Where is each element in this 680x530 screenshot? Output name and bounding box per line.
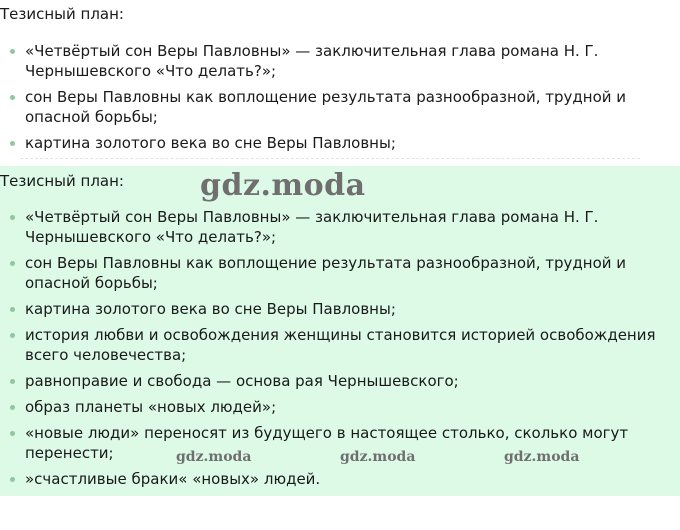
list-item-text: «новые люди» переносят из будущего в настоящее столько, сколько могут перенести;: [25, 424, 629, 462]
list-item-text: сон Веры Павловны как воплощение результата разнообразной, трудной и опасной борьбы;: [25, 88, 627, 126]
list-item: [0, 397, 680, 417]
list-item: [0, 469, 680, 489]
bullet-icon: [10, 49, 15, 54]
bullet-icon: [10, 379, 15, 384]
list-item-text: «Четвёртый сон Веры Павловны» — заключительная глава романа Н. Г. Чернышевского «Что делать?»;: [25, 42, 599, 80]
list-item-text: история любви и освобождения женщины становится историей освобождения всего человечества;: [25, 326, 656, 364]
list-item-text: сон Веры Павловны как воплощение результата разнообразной, трудной и опасной борьбы;: [25, 254, 627, 292]
watermark-small: gdz.moda: [504, 449, 580, 465]
bullet-icon: [10, 431, 15, 436]
bullet-icon: [10, 333, 15, 338]
list-item-text: «Четвёртый сон Веры Павловны» — заключительная глава романа Н. Г. Чернышевского «Что делать?»;: [25, 208, 599, 246]
list-item: [0, 253, 680, 293]
bullet-icon: [10, 261, 15, 266]
list-item: [0, 325, 680, 365]
bullet-icon: [10, 405, 15, 410]
list-item: [0, 133, 680, 153]
bullet-icon: [10, 215, 15, 220]
watermark-logo: gdz.moda: [200, 168, 366, 203]
thesis-list-top: [0, 41, 680, 159]
top-panel: [0, 0, 680, 166]
bullet-icon: [10, 141, 15, 146]
list-item: [0, 41, 680, 81]
list-item-text: картина золотого века во сне Веры Павловны;: [25, 300, 396, 318]
list-item-text: образ планеты «новых людей»;: [25, 398, 277, 416]
list-item: [0, 87, 680, 127]
list-item-text: »счастливые браки« «новых» людей.: [25, 470, 321, 488]
watermark-small: gdz.moda: [340, 449, 416, 465]
page-title: Тезисный план:: [0, 5, 124, 23]
section-title: Тезисный план:: [0, 172, 124, 190]
list-item: [0, 371, 680, 391]
list-item-text: равноправие и свобода — основа рая Чернышевского;: [25, 372, 459, 390]
bullet-icon: [10, 477, 15, 482]
cut-divider: [20, 158, 640, 165]
bottom-panel: [0, 166, 680, 496]
list-item: [0, 207, 680, 247]
bullet-icon: [10, 307, 15, 312]
list-item: [0, 299, 680, 319]
bullet-icon: [10, 95, 15, 100]
list-item-text: картина золотого века во сне Веры Павловны;: [25, 134, 396, 152]
watermark-small: gdz.moda: [176, 449, 252, 465]
